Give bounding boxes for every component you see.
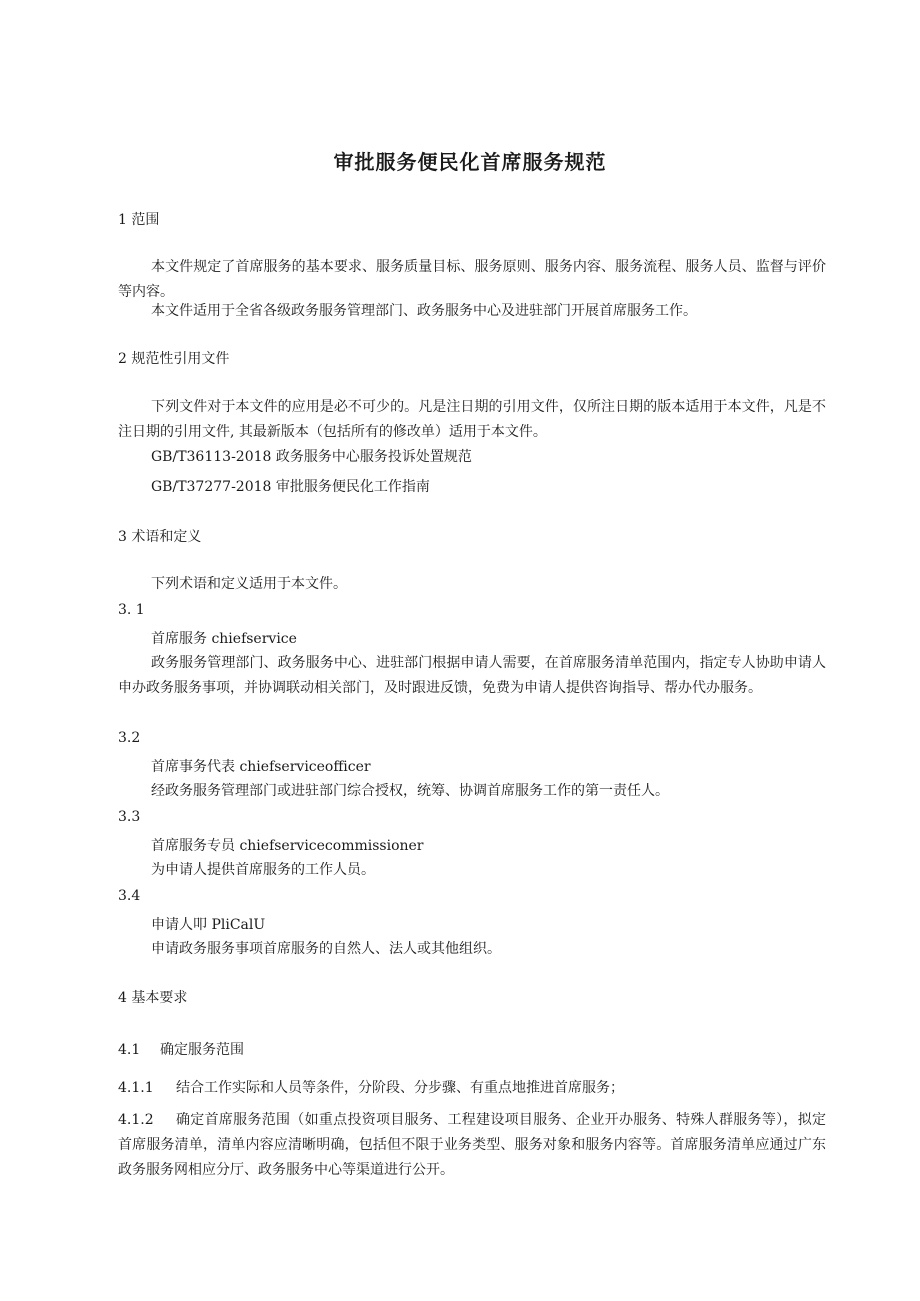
term-3-2-definition: 经政务服务管理部门或进驻部门综合授权，统筹、协调首席服务工作的第一责任人。: [151, 783, 669, 799]
section-2-paragraph-1: 下列文件对于本文件的应用是必不可少的。凡是注日期的引用文件，仅所注日期的版本适用于本文件，凡是不注日期的引用文件, 其最新版本（包括所有的修改单）适用于本文件。: [118, 399, 826, 440]
section-4-1-1-text: 结合工作实际和人员等条件，分阶段、分步骤、有重点地推进首席服务；: [176, 1080, 624, 1096]
term-3-1-title: 首席服务 chiefservice: [151, 631, 297, 647]
section-3-heading: 3 术语和定义: [118, 529, 202, 545]
section-4-1-number: 4.1: [118, 1042, 141, 1058]
term-3-4-definition: 申请政务服务事项首席服务的自然人、法人或其他组织。: [151, 941, 501, 957]
term-3-2-title: 首席事务代表 chiefserviceofficer: [151, 759, 371, 775]
term-3-4-title: 申请人叩 PliCalU: [151, 917, 266, 933]
reference-1: GB/T36113-2018 政务服务中心服务投诉处置规范: [151, 449, 472, 465]
section-4-1-2-number: 4.1.2: [118, 1112, 154, 1128]
term-3-3-title: 首席服务专员 chiefservicecommissioner: [151, 838, 424, 854]
section-1-heading: 1 范围: [118, 212, 160, 228]
term-3-1-number: 3. 1: [118, 602, 145, 618]
term-3-3-definition: 为申请人提供首席服务的工作人员。: [151, 862, 375, 878]
term-3-4-number: 3.4: [118, 888, 141, 904]
section-2-heading: 2 规范性引用文件: [118, 351, 230, 367]
section-4-heading: 4 基本要求: [118, 990, 188, 1006]
section-3-intro: 下列术语和定义适用于本文件。: [151, 576, 347, 592]
section-1-paragraph-2: 本文件适用于全省各级政务服务管理部门、政务服务中心及进驻部门开展首席服务工作。: [151, 303, 697, 319]
reference-2: GB/T37277-2018 审批服务便民化工作指南: [151, 479, 430, 495]
term-3-2-number: 3.2: [118, 730, 141, 746]
section-4-1-1-number: 4.1.1: [118, 1080, 154, 1096]
section-1-paragraph-1: 本文件规定了首席服务的基本要求、服务质量目标、服务原则、服务内容、服务流程、服务人员、监督与评价等内容。: [118, 259, 826, 300]
term-3-3-number: 3.3: [118, 809, 141, 825]
section-4-1-title: 确定服务范围: [160, 1042, 244, 1058]
term-3-1-definition: 政务服务管理部门、政务服务中心、进驻部门根据申请人需要，在首席服务清单范围内，指定专人协助申请人申办政务服务事项，并协调联动相关部门，及时跟进反馈，免费为申请人提供咨询指导、帮办代办服务。: [118, 655, 826, 696]
section-4-1-2-text: 确定首席服务范围（如重点投资项目服务、工程建设项目服务、企业开办服务、特殊人群服务等），拟定首席服务清单，清单内容应清晰明确，包括但不限于业务类型、服务对象和服务内容等。首席服务清单应通过广东政务服务网相应分厅、政务服务中心等渠道进行公开。: [118, 1112, 826, 1178]
document-title: 审批服务便民化首席服务规范: [333, 150, 607, 174]
